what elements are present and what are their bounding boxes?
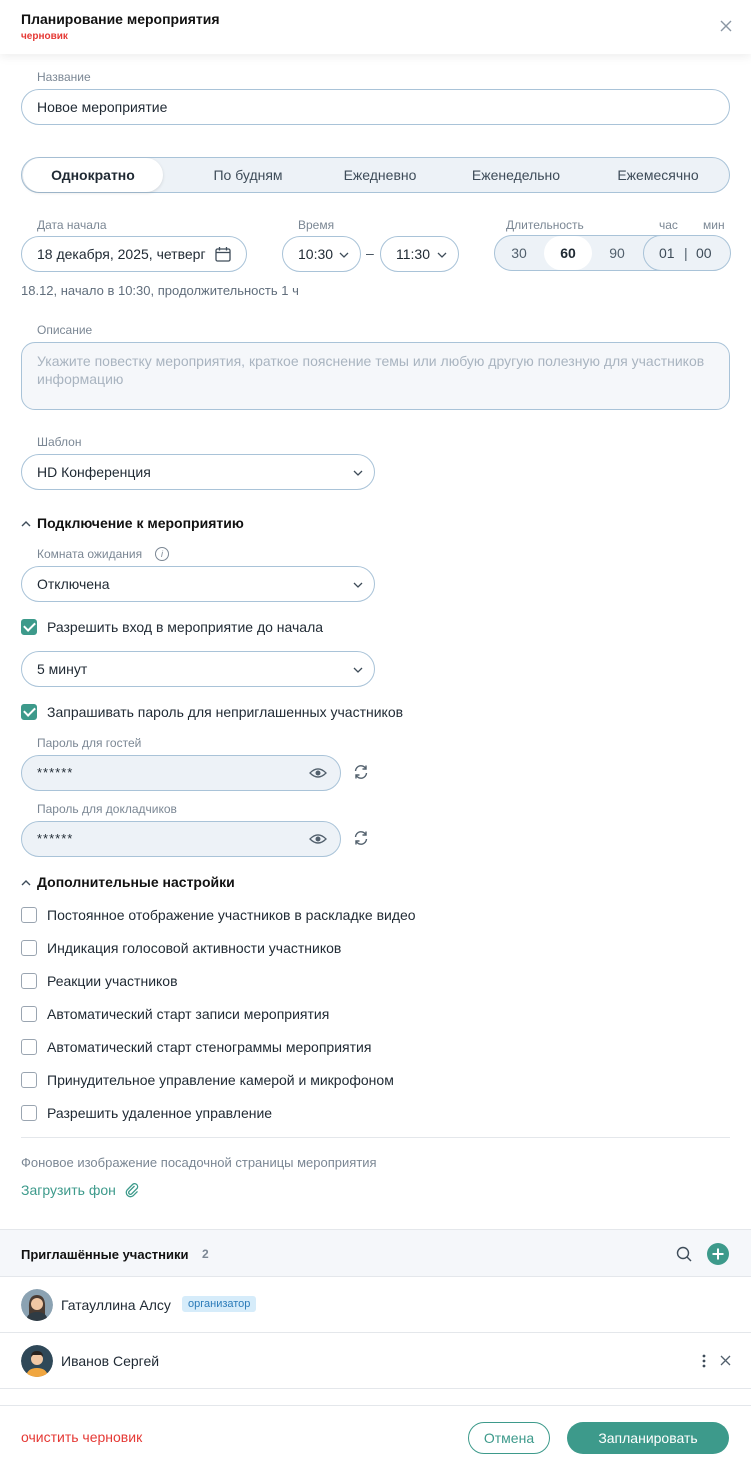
duration-hours-value[interactable]: 01 — [659, 245, 675, 261]
name-label: Название — [37, 70, 91, 84]
dialog-header — [0, 0, 751, 54]
time-label: Время — [298, 218, 335, 232]
extra-option-checkbox[interactable] — [21, 1072, 37, 1088]
speaker-password-label: Пароль для докладчиков — [37, 802, 177, 816]
eye-icon[interactable] — [309, 767, 327, 779]
participants-count: 2 — [202, 1247, 209, 1261]
duration-90[interactable]: 90 — [609, 245, 625, 261]
start-date-input[interactable] — [21, 236, 247, 272]
extra-option-checkbox[interactable] — [21, 1105, 37, 1121]
calendar-icon — [215, 247, 231, 262]
duration-hours-label: час — [659, 218, 678, 232]
speaker-password-value: ****** — [37, 831, 74, 846]
ask-password-checkbox[interactable] — [21, 704, 37, 720]
recurrence-daily[interactable]: Ежедневно — [343, 167, 417, 183]
info-icon[interactable]: i — [155, 547, 169, 561]
connection-section-title: Подключение к мероприятию — [37, 515, 244, 531]
avatar — [21, 1289, 53, 1321]
description-label: Описание — [37, 323, 93, 337]
speaker-password-input[interactable] — [21, 821, 341, 857]
early-time-select[interactable] — [21, 651, 375, 687]
upload-background-label: Загрузить фон — [21, 1182, 116, 1198]
waiting-room-label: Комната ожидания — [37, 547, 143, 561]
chevron-up-icon — [21, 520, 31, 528]
allow-early-checkbox[interactable] — [21, 619, 37, 635]
dialog-title: Планирование мероприятия — [21, 11, 220, 27]
chevron-up-icon — [21, 879, 31, 887]
duration-minutes-value[interactable]: 00 — [696, 245, 712, 261]
duration-custom-input[interactable] — [643, 235, 731, 271]
draft-status: черновик — [21, 31, 68, 42]
participant-name: Иванов Сергей — [61, 1353, 160, 1369]
participant-name: Гатауллина Алсу — [61, 1297, 171, 1313]
refresh-icon[interactable] — [352, 829, 370, 847]
duration-30[interactable]: 30 — [511, 245, 527, 261]
extra-option-checkbox[interactable] — [21, 1039, 37, 1055]
extra-option-label: Автоматический старт записи мероприятия — [47, 1006, 330, 1022]
extra-option-label: Разрешить удаленное управление — [47, 1105, 273, 1121]
recurrence-once[interactable]: Однократно — [23, 158, 163, 192]
duration-label: Длительность — [506, 218, 584, 232]
recurrence-monthly[interactable]: Ежемесячно — [617, 167, 699, 183]
cancel-button[interactable]: Отмена — [468, 1422, 550, 1454]
chevron-down-icon — [339, 250, 349, 260]
clear-draft-button[interactable]: очистить черновик — [21, 1429, 143, 1445]
time-from-value: 10:30 — [298, 246, 334, 262]
chevron-down-icon — [353, 665, 363, 675]
description-textarea[interactable]: Укажите повестку мероприятия, краткое пояснение темы или любую другую полезную для участников информацию — [21, 342, 730, 410]
connection-section-header[interactable] — [21, 515, 244, 531]
time-to-value: 11:30 — [396, 246, 430, 262]
extra-option-label: Индикация голосовой активности участников — [47, 940, 342, 956]
extra-section-header[interactable] — [21, 874, 235, 890]
refresh-icon[interactable] — [352, 763, 370, 781]
template-value: HD Конференция — [37, 464, 151, 480]
time-to-select[interactable] — [380, 236, 459, 272]
duration-60[interactable]: 60 — [544, 236, 592, 270]
template-select[interactable] — [21, 454, 375, 490]
participants-header — [0, 1229, 751, 1277]
remove-participant-icon[interactable] — [720, 1355, 731, 1366]
dialog-footer — [0, 1405, 751, 1472]
eye-icon[interactable] — [309, 833, 327, 845]
waiting-room-value: Отключена — [37, 576, 110, 592]
extra-option-label: Реакции участников — [47, 973, 178, 989]
recurrence-segmented — [21, 157, 730, 193]
chevron-down-icon — [353, 580, 363, 590]
extra-option-label: Автоматический старт стенограммы мероприятия — [47, 1039, 372, 1055]
search-icon[interactable] — [676, 1246, 692, 1262]
duration-minutes-label: мин — [703, 218, 725, 232]
guest-password-label: Пароль для гостей — [37, 736, 142, 750]
divider — [21, 1137, 730, 1138]
upload-background-link[interactable] — [21, 1182, 140, 1198]
extra-option-label: Постоянное отображение участников в раскладке видео — [47, 907, 416, 923]
recurrence-weekdays[interactable]: По будням — [213, 167, 283, 183]
avatar — [21, 1345, 53, 1377]
name-input[interactable]: Новое мероприятие — [21, 89, 730, 125]
start-date-label: Дата начала — [37, 218, 107, 232]
early-time-value: 5 минут — [37, 661, 88, 677]
participant-row[interactable] — [0, 1333, 751, 1389]
extra-option-label: Принудительное управление камерой и микрофоном — [47, 1072, 394, 1088]
time-range-separator: – — [366, 245, 374, 261]
recurrence-weekly[interactable]: Еженедельно — [471, 167, 561, 183]
extra-option-checkbox[interactable] — [21, 973, 37, 989]
extra-section-title: Дополнительные настройки — [37, 874, 235, 890]
more-vertical-icon[interactable] — [701, 1354, 707, 1368]
participant-row[interactable] — [0, 1277, 751, 1333]
paperclip-icon — [124, 1182, 140, 1198]
background-label: Фоновое изображение посадочной страницы мероприятия — [21, 1155, 377, 1170]
guest-password-input[interactable] — [21, 755, 341, 791]
template-label: Шаблон — [37, 435, 82, 449]
guest-password-value: ****** — [37, 765, 74, 780]
chevron-down-icon — [437, 250, 447, 260]
organizer-badge: организатор — [182, 1296, 256, 1312]
schedule-summary: 18.12, начало в 10:30, продолжительность 1 ч — [21, 283, 299, 298]
schedule-button[interactable]: Запланировать — [567, 1422, 729, 1454]
extra-option-checkbox[interactable] — [21, 1006, 37, 1022]
waiting-room-select[interactable] — [21, 566, 375, 602]
time-from-select[interactable] — [282, 236, 361, 272]
allow-early-label: Разрешить вход в мероприятие до начала — [47, 619, 324, 635]
close-icon[interactable] — [716, 16, 736, 36]
chevron-down-icon — [353, 468, 363, 478]
extra-option-checkbox[interactable] — [21, 907, 37, 923]
start-date-value: 18 декабря, 2025, четверг — [37, 246, 206, 262]
participants-title: Приглашённые участники — [21, 1247, 189, 1262]
ask-password-label: Запрашивать пароль для неприглашенных участников — [47, 704, 404, 720]
extra-option-checkbox[interactable] — [21, 940, 37, 956]
duration-selector — [494, 235, 730, 271]
duration-hm-separator: | — [684, 245, 688, 261]
add-participant-icon[interactable] — [707, 1243, 729, 1265]
